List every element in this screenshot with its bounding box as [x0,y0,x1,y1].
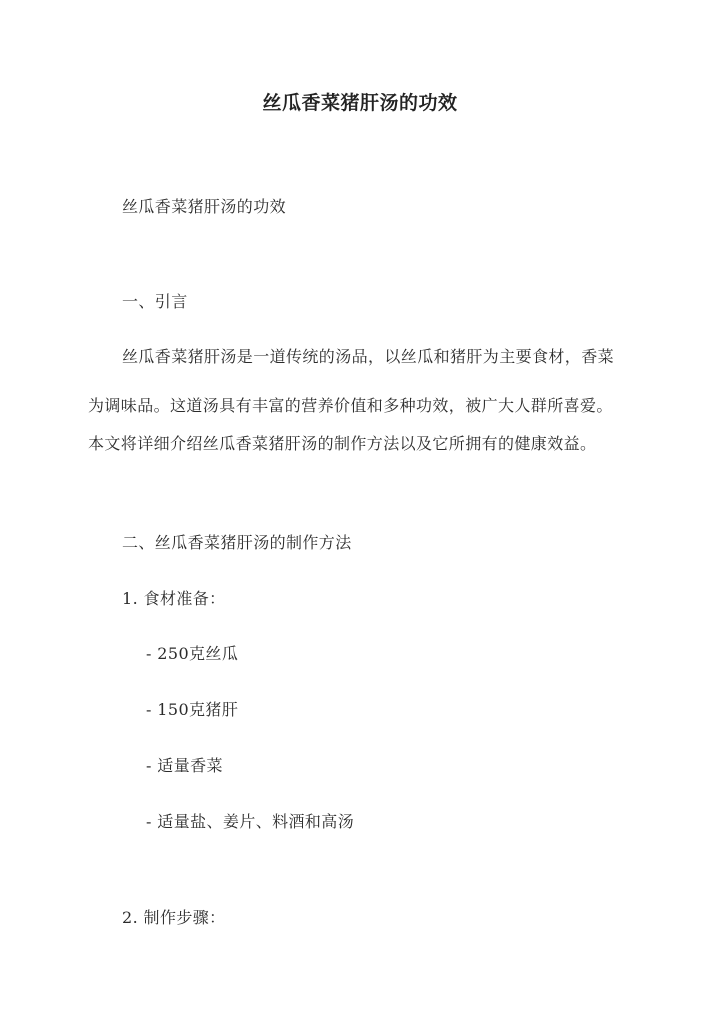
document-subtitle: 丝瓜香菜猪肝汤的功效 [122,197,287,216]
section-heading-method: 二、丝瓜香菜猪肝汤的制作方法 [122,533,352,552]
ingredient-item: - 250克丝瓜 [146,644,239,663]
ingredient-item: - 适量盐、姜片、料酒和高汤 [146,812,355,831]
step-heading-ingredients: 1. 食材准备： [122,589,226,608]
step-heading-steps: 2. 制作步骤： [122,908,226,927]
intro-paragraph-line-2: 为调味品。这道汤具有丰富的营养价值和多种功效，被广大人群所喜爱。 [88,396,613,415]
page-title: 丝瓜香菜猪肝汤的功效 [262,92,458,114]
intro-paragraph-line-3: 本文将详细介绍丝瓜香菜猪肝汤的制作方法以及它所拥有的健康效益。 [88,434,597,453]
intro-paragraph-line-1: 丝瓜香菜猪肝汤是一道传统的汤品，以丝瓜和猪肝为主要食材，香菜 [122,347,615,366]
ingredient-item: - 适量香菜 [146,756,223,775]
ingredient-item: - 150克猪肝 [146,700,239,719]
section-heading-introduction: 一、引言 [122,292,188,311]
